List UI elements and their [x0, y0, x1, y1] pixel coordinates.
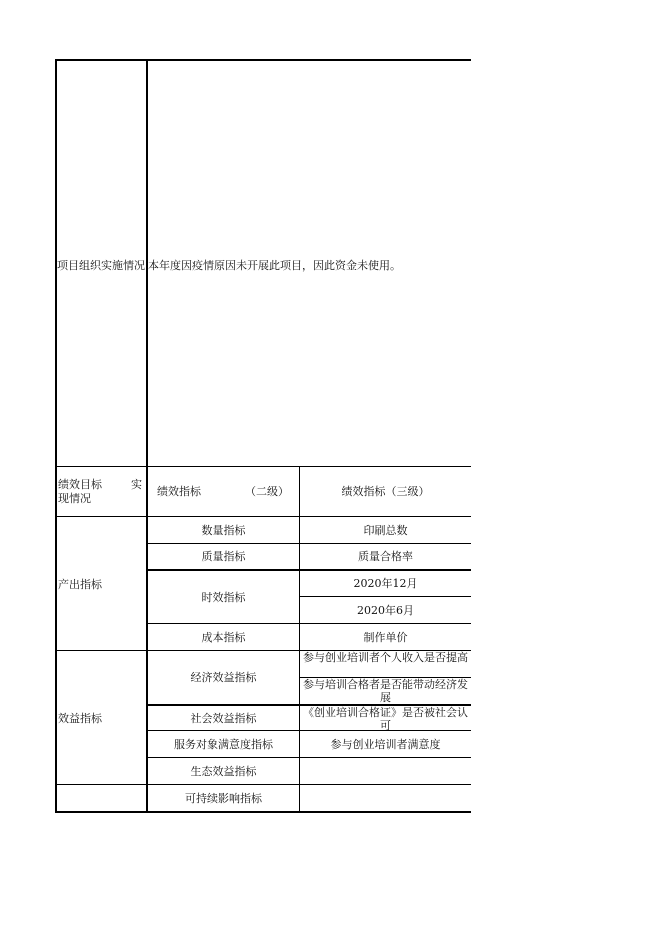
- header-goal-cell: [58, 478, 142, 506]
- output-cost-level3: 制作单价: [363, 630, 408, 644]
- header-level2-text-b: （二级）: [245, 484, 289, 498]
- implementation-label: 项目组织实施情况: [57, 258, 145, 272]
- header-goal-text-b: 实: [131, 478, 142, 491]
- implementation-content: 本年度因疫情原因未开展此项目，因此资金未使用。: [148, 258, 401, 272]
- output-quantity-level3: 印刷总数: [363, 523, 408, 537]
- benefit-social-level3: 《创业培训合格证》是否被社会认可: [303, 706, 468, 730]
- output-quality-level3: 质量合格率: [358, 550, 413, 563]
- output-timeliness-level3-b: 2020年6月: [357, 603, 414, 617]
- header-level2-text-a: 绩效指标: [157, 484, 201, 498]
- header-goal-text-a: 绩效目标: [58, 478, 102, 491]
- output-timeliness-level2: 时效指标: [201, 590, 246, 604]
- grid-line-bottom: [55, 811, 471, 813]
- header-level3-cell: 绩效指标（三级）: [341, 484, 430, 498]
- output-quality-level2: 质量指标: [201, 550, 246, 563]
- grid-line-top: [55, 59, 471, 61]
- output-timeliness-level3-a: 2020年12月: [353, 577, 418, 590]
- sustainability-level2: 可持续影响指标: [185, 791, 262, 805]
- benefit-satisfaction-level2: 服务对象满意度指标: [174, 737, 273, 751]
- grid-line-header-top: [55, 466, 471, 467]
- output-cost-level2: 成本指标: [201, 630, 246, 644]
- header-goal-text-c: 现情况: [58, 492, 91, 505]
- benefit-ecological-level2: 生态效益指标: [190, 764, 257, 778]
- sustainability-level3: [300, 785, 471, 811]
- benefit-ecological-level3: [300, 758, 471, 784]
- benefit-economic-level2: 经济效益指标: [190, 671, 257, 684]
- benefit-satisfaction-level3: 参与创业培训者满意度: [330, 737, 441, 751]
- output-quantity-level2: 数量指标: [201, 523, 246, 537]
- section-output-label: 产出指标: [58, 577, 102, 591]
- header-level2-cell: [157, 483, 289, 499]
- grid-line-left: [55, 59, 57, 812]
- benefit-economic-level3-a: 参与创业培训者个人收入是否提高: [303, 651, 468, 664]
- section-benefit-label: 效益指标: [58, 711, 102, 725]
- section-sustainability-label: [58, 785, 144, 811]
- benefit-economic-level3-b: 参与培训合格者是否能带动经济发展: [303, 678, 468, 704]
- benefit-social-level2: 社会效益指标: [190, 711, 257, 725]
